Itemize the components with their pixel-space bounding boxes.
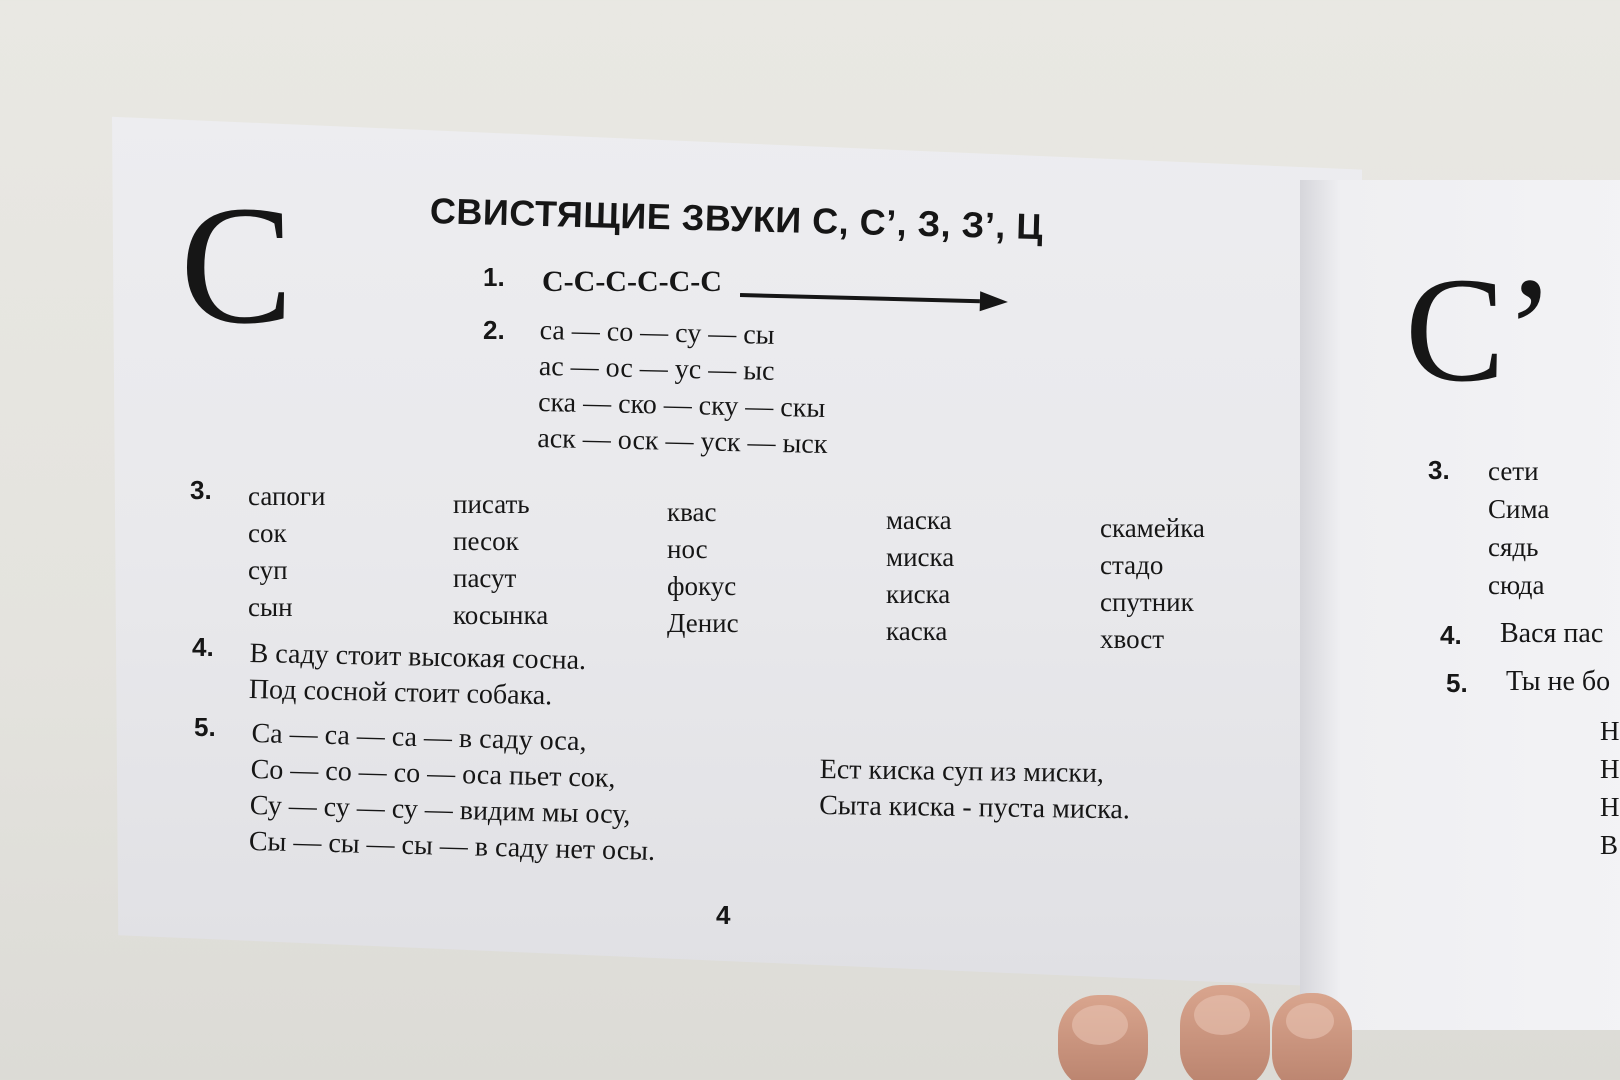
sentence-line: В саду стоит высокая сосна.: [249, 637, 587, 677]
syllable-line: са — со — су — сы: [539, 314, 775, 351]
word: хвост: [1100, 624, 1165, 654]
exercise-2-lines: [537, 313, 830, 463]
word: Денис: [667, 608, 739, 638]
big-letter-s: С: [180, 171, 294, 359]
letter-fragment: Н: [1600, 792, 1620, 822]
fingers-image: [1050, 985, 1370, 1080]
word: стадо: [1100, 550, 1164, 580]
word: фокус: [667, 571, 737, 601]
word: писать: [453, 489, 530, 519]
right-exercise-3-number: 3.: [1428, 455, 1450, 485]
page-number: 4: [716, 900, 731, 930]
syllable-line: ска — ско — ску — скы: [537, 386, 826, 424]
word: суп: [248, 555, 288, 585]
exercise-2-number: 2.: [483, 315, 505, 345]
poem-line: Сы — сы — сы — в саду нет осы.: [248, 825, 656, 867]
word: Сима: [1488, 494, 1550, 524]
page-title: СВИСТЯЩИЕ ЗВУКИ С, С’, З, З’, Ц: [429, 190, 1044, 248]
word: пасут: [453, 563, 517, 593]
exercise-1-number: 1.: [483, 262, 505, 292]
exercise-4-lines: [248, 636, 586, 715]
right-exercise-5-fragments: [1600, 712, 1620, 864]
big-letter-s-soft: С’: [1405, 247, 1555, 413]
word: сок: [248, 518, 287, 548]
exercise-5-poem: [248, 716, 658, 870]
word: сети: [1488, 456, 1539, 486]
letter-fragment: Н: [1600, 716, 1620, 746]
right-exercise-5-text: Ты не бо: [1506, 666, 1611, 697]
word: сюда: [1488, 570, 1545, 600]
exercise-4-number: 4.: [192, 632, 214, 662]
word: миска: [886, 542, 955, 572]
word: киска: [886, 579, 951, 609]
word-column-1: [248, 478, 325, 626]
word: песок: [453, 526, 519, 556]
word-column-3: [667, 494, 739, 642]
poem-line: Су — су — су — видим мы осу,: [249, 789, 631, 831]
poem-line: Сыта киска - пуста миска.: [819, 789, 1131, 826]
syllable-line: ас — ос — ус — ыс: [538, 350, 775, 387]
word: сядь: [1488, 532, 1539, 562]
poem-line: Со — со — со — оса пьет сок,: [250, 753, 616, 794]
exercise-1-text: С-С-С-С-С-С: [542, 265, 722, 298]
exercise-5-poem-right: [819, 752, 1131, 828]
word: спутник: [1100, 587, 1194, 617]
word: маска: [886, 505, 952, 535]
word: каска: [886, 616, 948, 646]
word-column-2: [453, 486, 548, 634]
word: косынка: [453, 600, 549, 630]
exercise-5-number: 5.: [194, 712, 216, 742]
right-word-column: [1488, 452, 1549, 604]
word: сын: [248, 592, 293, 622]
word-column-5: [1100, 510, 1205, 658]
right-exercise-5-number: 5.: [1446, 668, 1468, 698]
poem-line: Ест киска суп из миски,: [819, 753, 1105, 789]
exercise-3-number: 3.: [190, 475, 212, 505]
right-exercise-4-number: 4.: [1440, 620, 1462, 650]
word: скамейка: [1100, 513, 1205, 543]
letter-fragment: Н: [1600, 754, 1620, 784]
syllable-line: аск — оск — уск — ыск: [537, 422, 828, 461]
poem-line: Са — са — са — в саду оса,: [251, 717, 587, 758]
word: нос: [667, 534, 708, 564]
word-column-4: [886, 502, 954, 650]
right-exercise-4-text: Вася пас: [1500, 618, 1604, 649]
letter-fragment: В: [1600, 830, 1619, 860]
word: сапоги: [248, 481, 326, 511]
sentence-line: Под сосной стоит собака.: [248, 673, 553, 712]
word: квас: [667, 497, 717, 527]
